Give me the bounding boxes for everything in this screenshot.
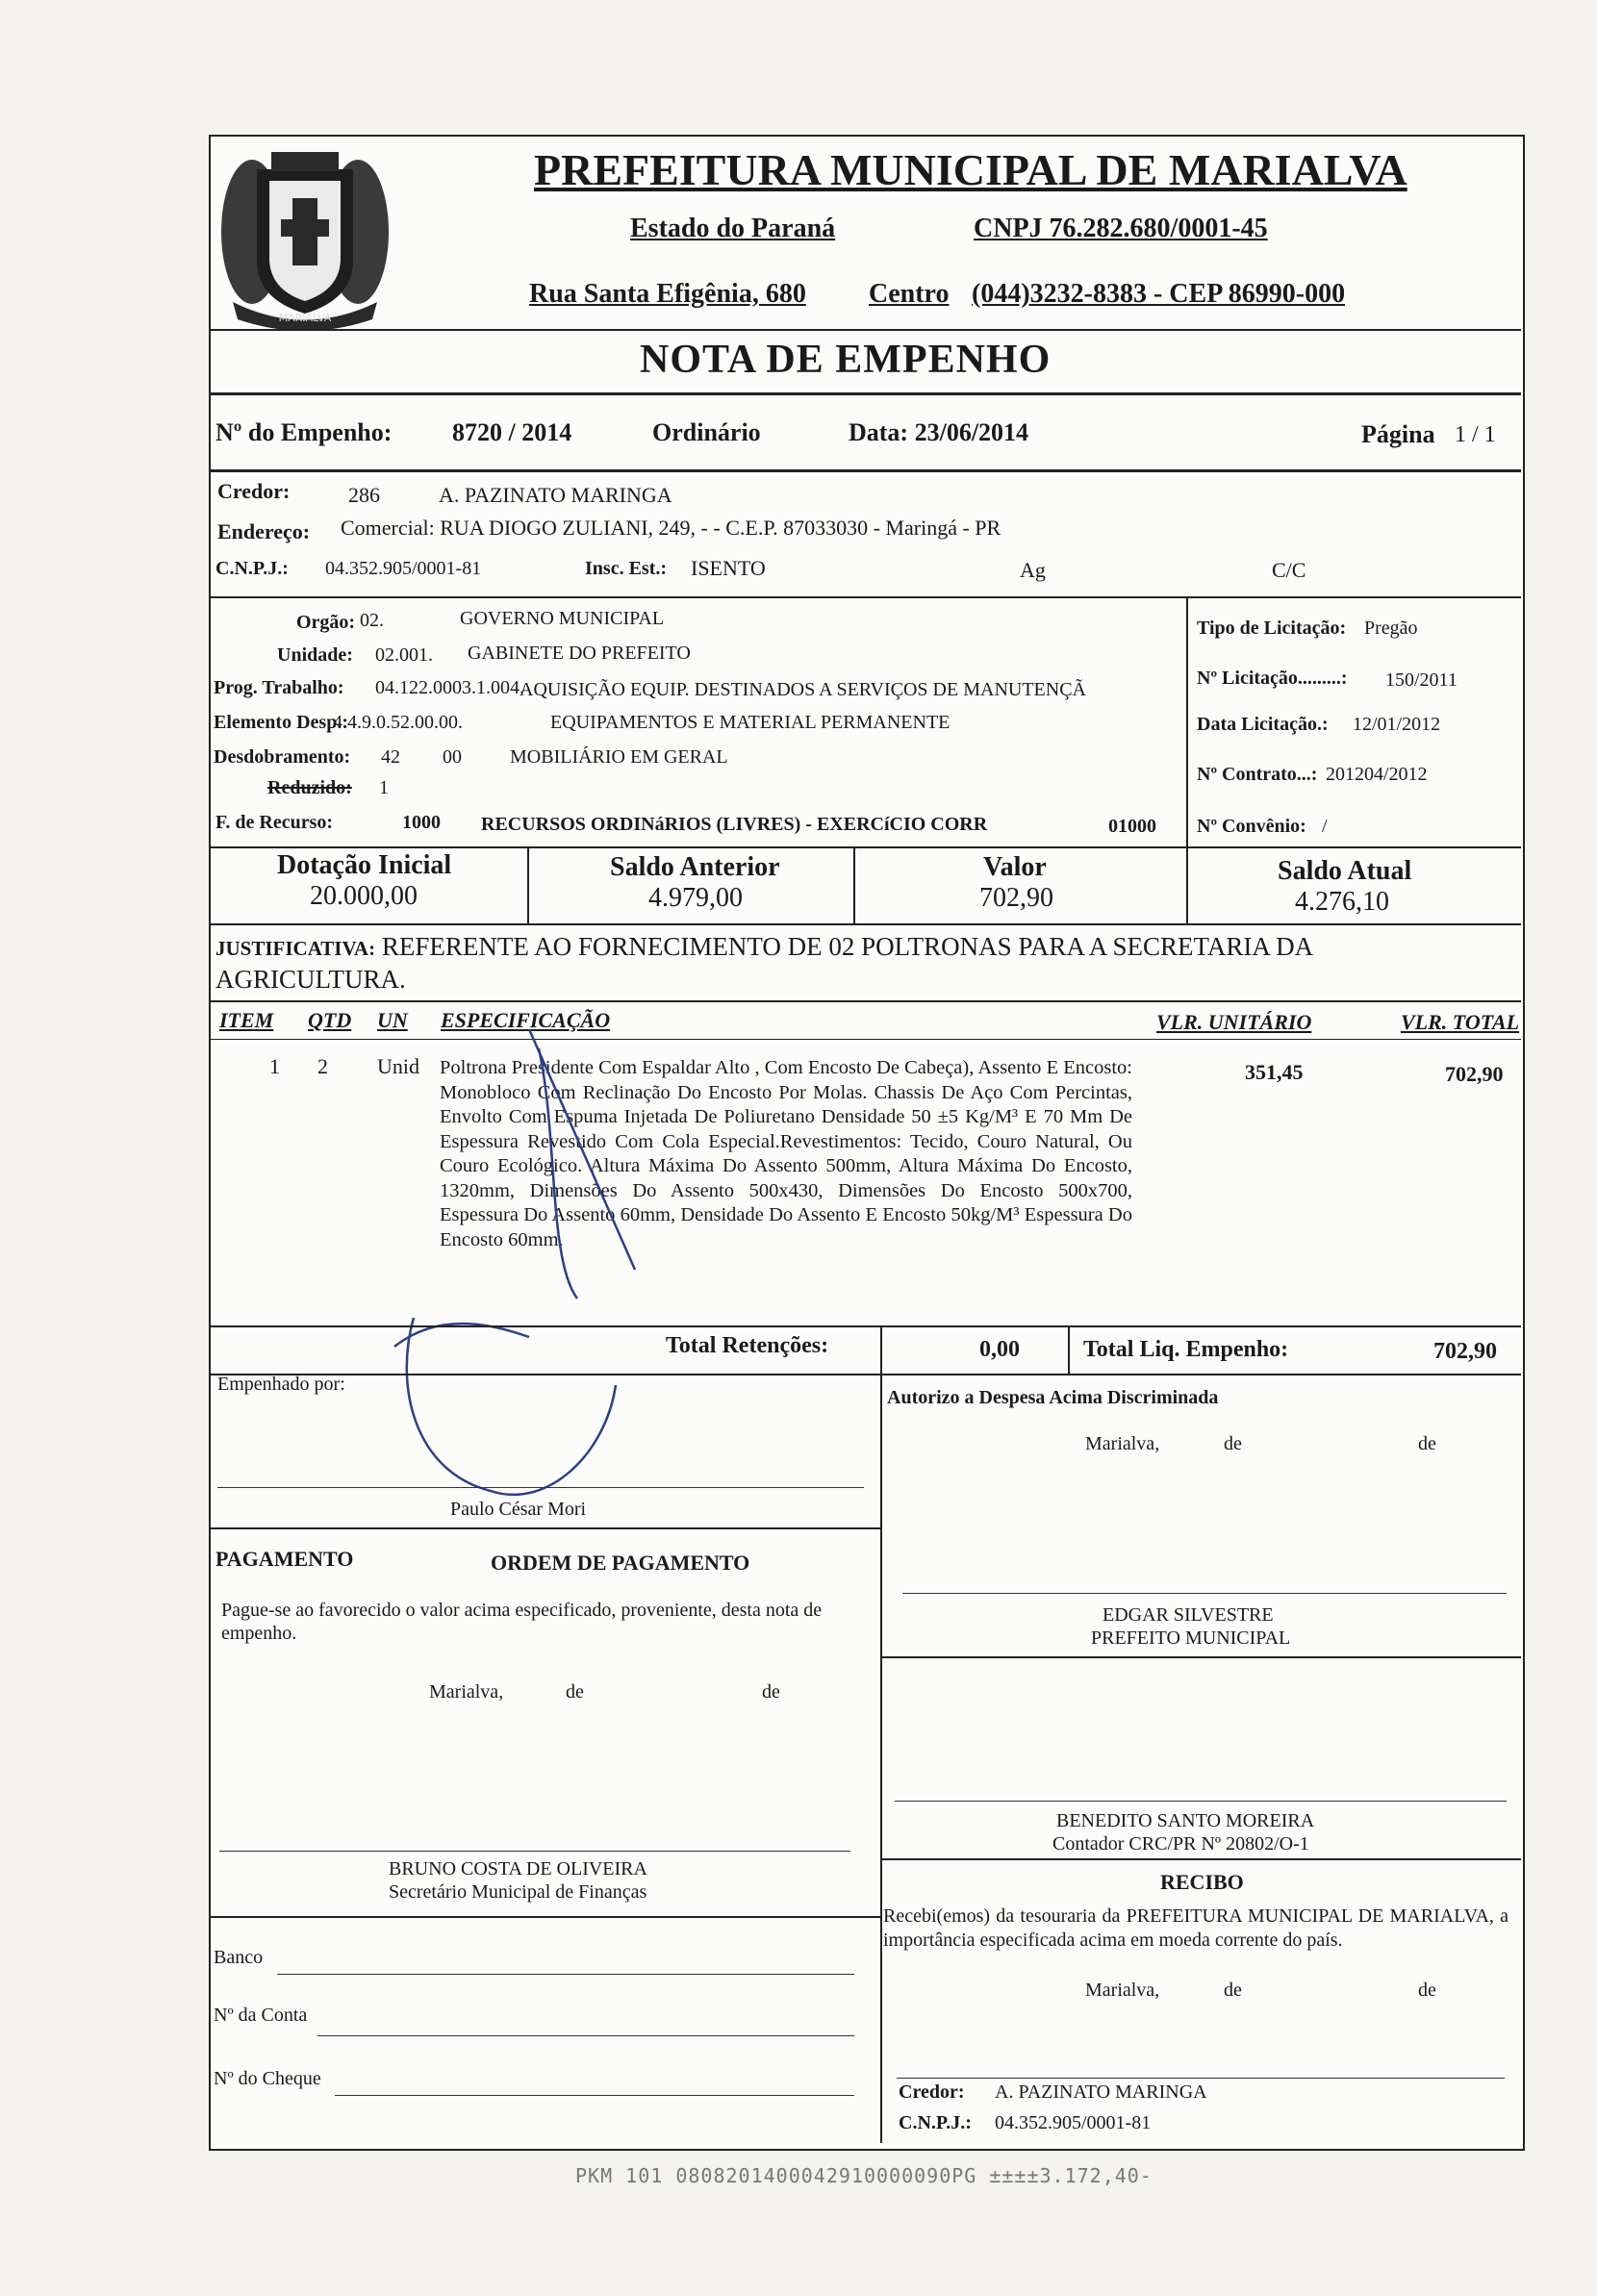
- header-state: Estado do Paraná: [630, 214, 836, 243]
- col-qtd: QTD: [308, 1008, 352, 1032]
- recibo-text: Recebi(emos) da tesouraria da PREFEITURA MUNICIPAL DE MARIALVA, a importância especificada acima em moeda corrente do país.: [883, 1905, 1508, 1951]
- pagamento-de-2: de: [762, 1681, 780, 1703]
- header-title: PREFEITURA MUNICIPAL DE MARIALVA: [534, 145, 1407, 194]
- prefeito-name: EDGAR SILVESTRE: [1103, 1604, 1274, 1626]
- municipal-crest-icon: [214, 140, 396, 329]
- empenhado-name: Paulo César Mori: [450, 1499, 587, 1520]
- recibo-credor-label: Credor:: [899, 2082, 965, 2103]
- tipo-licitacao: Pregão: [1364, 618, 1418, 639]
- col-item: ITEM: [219, 1008, 274, 1032]
- tipo-licitacao-label: Tipo de Licitação:: [1197, 618, 1347, 639]
- page-number: 1 / 1: [1455, 422, 1496, 447]
- licitacao-date: 12/01/2012: [1353, 714, 1441, 735]
- secretario-name: BRUNO COSTA DE OLIVEIRA: [389, 1858, 647, 1880]
- licitacao-number: 150/2011: [1385, 669, 1458, 691]
- recibo-de-1: de: [1224, 1980, 1242, 2001]
- valor-label: Valor: [983, 852, 1047, 882]
- credor-address: Comercial: RUA DIOGO ZULIANI, 249, - - C.E.P. 87033030 - Maringá - PR: [341, 516, 1001, 540]
- header-phone-cep: (044)3232-8383 - CEP 86990-000: [972, 279, 1346, 309]
- item-qty: 2: [317, 1054, 328, 1078]
- col-total-price: VLR. TOTAL: [1401, 1010, 1520, 1034]
- autorizo-de-1: de: [1224, 1433, 1242, 1454]
- justificativa-label: JUSTIFICATIVA:: [215, 937, 376, 960]
- recibo-city: Marialva,: [1085, 1980, 1160, 2001]
- header-cnpj: CNPJ 76.282.680/0001-45: [974, 214, 1268, 243]
- pagamento-label: PAGAMENTO: [215, 1547, 354, 1571]
- pagamento-text: Pague-se ao favorecido o valor acima especificado, proveniente, desta nota de empenho.: [221, 1600, 823, 1644]
- empenho-label: Nº do Empenho:: [215, 418, 393, 446]
- licitacao-date-label: Data Licitação.:: [1197, 714, 1329, 735]
- handwritten-signature-icon: [385, 1020, 673, 1529]
- credor-cnpj: 04.352.905/0001-81: [325, 558, 482, 579]
- orgao-name: GOVERNO MUNICIPAL: [460, 608, 665, 629]
- recibo-title: RECIBO: [1160, 1870, 1244, 1894]
- contrato-number: 201204/2012: [1326, 764, 1428, 785]
- orgao-code: 02.: [360, 610, 384, 631]
- saldo-anterior-value: 4.979,00: [648, 883, 743, 913]
- secretario-title: Secretário Municipal de Finanças: [389, 1881, 647, 1903]
- recurso-code: 1000: [402, 812, 441, 833]
- empenho-number: 8720 / 2014: [452, 418, 572, 446]
- prog-name: AQUISIÇÃO EQUIP. DESTINADOS A SERVIÇOS DE MANUTENÇÃ: [520, 679, 1086, 700]
- saldo-atual-value: 4.276,10: [1295, 887, 1389, 917]
- item-total-price: 702,90: [1445, 1062, 1504, 1086]
- convenio-value: /: [1322, 816, 1328, 837]
- pagamento-de-1: de: [566, 1681, 584, 1703]
- item-number: 1: [269, 1054, 280, 1078]
- credor-insc: ISENTO: [691, 556, 766, 580]
- ordem-pagamento: ORDEM DE PAGAMENTO: [491, 1551, 750, 1575]
- liquido-value: 702,90: [1433, 1339, 1497, 1364]
- recurso-code2: 01000: [1108, 816, 1156, 837]
- page-label: Página: [1361, 420, 1435, 448]
- justificativa: [215, 931, 1505, 995]
- prog-code: 04.122.0003.1.004.: [375, 677, 524, 698]
- svg-text:MARIALVA: MARIALVA: [278, 312, 332, 324]
- liquido-label: Total Liq. Empenho:: [1083, 1337, 1289, 1362]
- recurso-label: F. de Recurso:: [215, 812, 334, 833]
- unidade-code: 02.001.: [375, 644, 433, 666]
- prefeito-title: PREFEITO MUNICIPAL: [1091, 1627, 1291, 1649]
- credor-label: Credor:: [217, 479, 291, 503]
- recibo-credor: A. PAZINATO MARINGA: [995, 2082, 1207, 2103]
- autorizo-city: Marialva,: [1085, 1433, 1160, 1454]
- recibo-cnpj: 04.352.905/0001-81: [995, 2112, 1152, 2133]
- saldo-anterior-label: Saldo Anterior: [610, 852, 780, 882]
- reduzido-label: Reduzido:: [267, 777, 352, 798]
- col-unit-price: VLR. UNITÁRIO: [1156, 1010, 1312, 1034]
- credor-name: A. PAZINATO MARINGA: [439, 483, 672, 507]
- dotacao-value: 20.000,00: [310, 881, 418, 911]
- ag-label: Ag: [1020, 558, 1046, 582]
- recibo-de-2: de: [1418, 1980, 1436, 2001]
- desdobramento-name: MOBILIÁRIO EM GERAL: [510, 746, 728, 768]
- autorizo-de-2: de: [1418, 1433, 1436, 1454]
- convenio-label: Nº Convênio:: [1197, 816, 1306, 837]
- prog-label: Prog. Trabalho:: [214, 677, 344, 698]
- contrato-label: Nº Contrato...:: [1197, 764, 1318, 785]
- recibo-cnpj-label: C.N.P.J.:: [899, 2112, 972, 2133]
- document-title: NOTA DE EMPENHO: [640, 338, 1052, 382]
- desdobramento-b: 00: [443, 746, 462, 768]
- contador-name: BENEDITO SANTO MOREIRA: [1056, 1810, 1315, 1831]
- justificativa-text: REFERENTE AO FORNECIMENTO DE 02 POLTRONAS PARA A SECRETARIA DA AGRICULTURA.: [215, 932, 1312, 994]
- cheque-label: Nº do Cheque: [214, 2068, 321, 2089]
- col-spec: ESPECIFICAÇÃO: [441, 1008, 611, 1032]
- empenho-type: Ordinário: [652, 418, 761, 446]
- elemento-name: EQUIPAMENTOS E MATERIAL PERMANENTE: [550, 712, 951, 733]
- elemento-label: Elemento Desp.:: [214, 712, 348, 733]
- retencoes-value: 0,00: [979, 1337, 1020, 1362]
- footer-bank-code: PKM 101 0808201400042910000090PG ±±±±3.172,40-: [575, 2164, 1153, 2187]
- reduzido-value: 1: [379, 777, 389, 798]
- insc-label: Insc. Est.:: [585, 558, 668, 579]
- desdobramento-a: 42: [381, 746, 400, 768]
- dotacao-label: Dotação Inicial: [277, 850, 452, 880]
- elemento-code: 4.4.9.0.52.00.00.: [333, 712, 463, 733]
- header-address: Rua Santa Efigênia, 680: [529, 279, 806, 309]
- banco-label: Banco: [214, 1947, 264, 1968]
- retencoes-label: Total Retenções:: [666, 1333, 829, 1358]
- unidade-name: GABINETE DO PREFEITO: [468, 643, 691, 664]
- orgao-label: Orgão:: [296, 612, 356, 633]
- saldo-atual-label: Saldo Atual: [1278, 856, 1412, 886]
- autorizo-text: Autorizo a Despesa Acima Discriminada: [887, 1387, 1219, 1408]
- address-label: Endereço:: [217, 519, 311, 543]
- cnpj-label: C.N.P.J.:: [215, 558, 289, 579]
- recurso-name: RECURSOS ORDINáRIOS (LIVRES) - EXERCíCIO CORR: [481, 814, 988, 835]
- empenhado-label: Empenhado por:: [217, 1374, 345, 1395]
- desdobramento-label: Desdobramento:: [214, 746, 351, 768]
- cc-label: C/C: [1272, 558, 1306, 582]
- pagamento-city: Marialva,: [429, 1681, 504, 1703]
- contador-title: Contador CRC/PR Nº 20802/O-1: [1052, 1833, 1309, 1854]
- header-district: Centro: [869, 279, 950, 309]
- empenho-date: Data: 23/06/2014: [849, 418, 1029, 446]
- conta-label: Nº da Conta: [214, 2005, 308, 2026]
- item-unit-price: 351,45: [1245, 1060, 1304, 1084]
- unidade-label: Unidade:: [277, 644, 353, 666]
- valor-value: 702,90: [979, 883, 1053, 913]
- licitacao-number-label: Nº Licitação.........:: [1197, 668, 1348, 689]
- item-specification: Poltrona Presidente Com Espaldar Alto , Com Encosto De Cabeça), Assento E Encosto: Monobloco Com Reclinação Do Encosto Por Molas. Chassis De Aço Com Percintas, Envolto Com Espuma Injetada De Poliuretano Densidade 50 ±5 Kg/M³ E 70 Mm De Espessura Revestido Com Cola Especial.Revestimentos: Tecido, Couro Natural, Ou Couro Ecológico. Altura Máxima Do Assento 500mm, Altura Máxima Do Encosto, 1320mm, Dimensões Do Assento 500x430, Dimensões Do Encosto 500x700, Espessura Do Assento 60mm, Densidade Do Assento E Encosto 50kg/M³ Espessura Do Encosto 60mm.: [440, 1057, 1132, 1250]
- credor-code: 286: [348, 483, 380, 507]
- col-un: UN: [377, 1008, 408, 1032]
- item-unit: Unid: [377, 1054, 419, 1078]
